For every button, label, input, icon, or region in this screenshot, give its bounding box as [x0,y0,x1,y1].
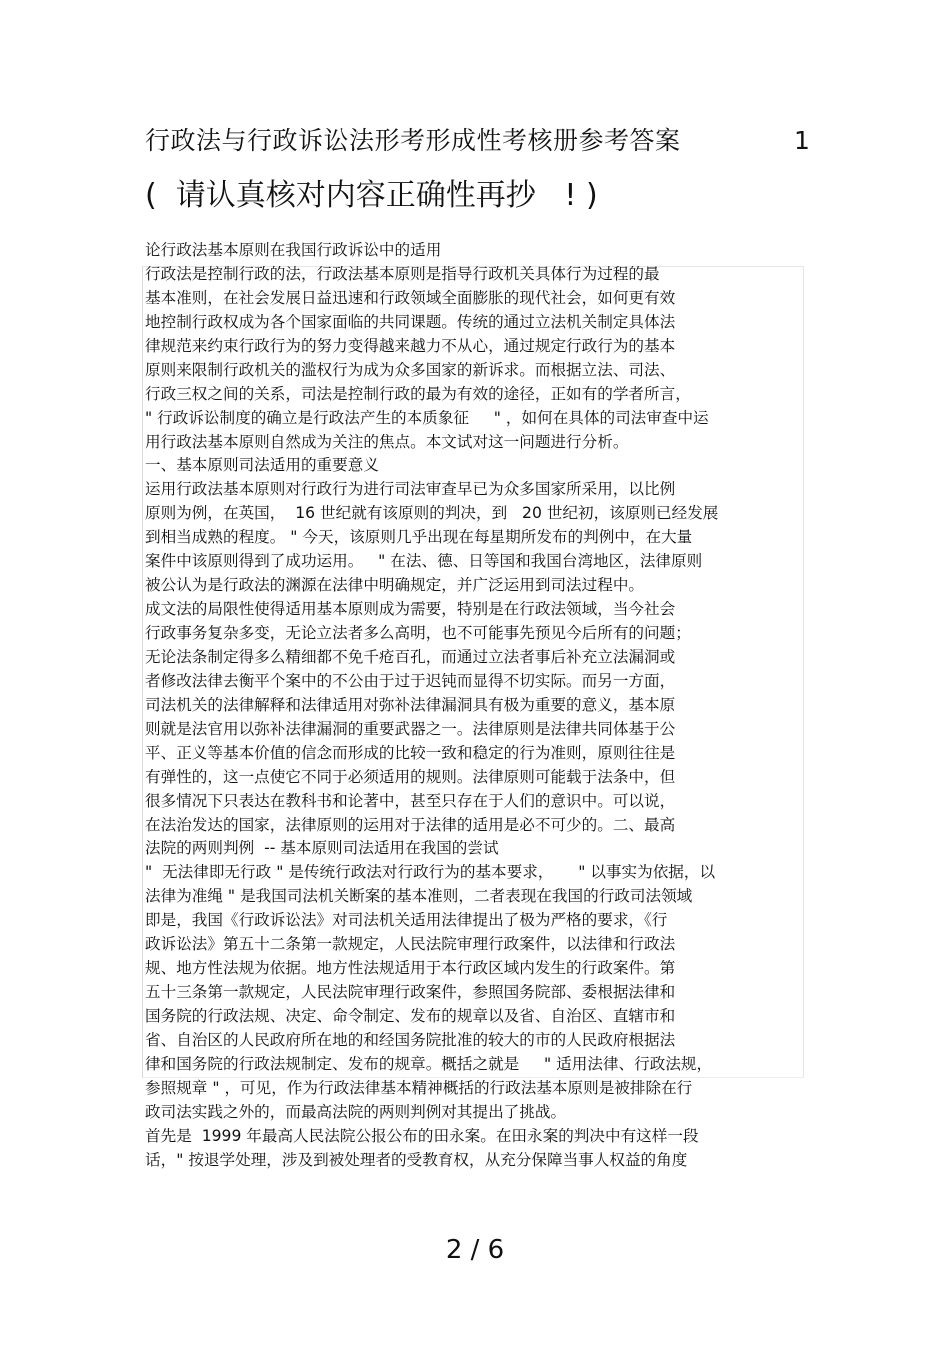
text-line: 省、自治区的人民政府所在地的和经国务院批准的较大的市的人民政府根据法 [145,1030,676,1049]
text-line: 政司法实践之外的，而最高法院的两则判例对其提出了挑战。 [145,1102,567,1121]
text-line: 国务院的行政法规、决定、命令制定、发布的规章以及省、自治区、直辖市和 [145,1007,676,1025]
text-line: 案件中该原则得到了成功运用。 " 在法、德、日等国和我国台湾地区，法律原则 [145,552,703,571]
body-text [145,239,805,1173]
text-line: 律规范来约束行政行为的努力变得越来越力不从心，通过规定行政行为的基本 [145,336,676,355]
text-line: 首先是 1999 年最高人民法院公报公布的田永案。在田永案的判决中有这样一段 [145,1126,699,1145]
text-line: 地控制行政权成为各个国家面临的共同课题。传统的通过立法机关制定具体法 [145,312,676,331]
title-number: 1 [794,126,810,155]
text-line: 平、正义等基本价值的信念而形成的比较一致和稳定的行为准则，原则往往是 [145,743,676,762]
text-line: 律和国务院的行政法规制定、发布的规章。概括之就是 " 适用法律、行政法规， [145,1054,713,1073]
text-line: 被公认为是行政法的渊源在法律中明确规定，并广泛运用到司法过程中。 [145,576,645,595]
text-line: 即是，我国《行政诉讼法》对司法机关适用法律提出了极为严格的要求，《行 [145,911,668,930]
text-line: 参照规章 " ，可见，作为行政法律基本精神概括的行政法基本原则是被排除在行 [145,1078,693,1097]
text-line: 很多情况下只表达在教科书和论著中，甚至只存在于人们的意识中。可以说， [145,791,676,810]
text-line: 话，" 按退学处理，涉及到被处理者的受教育权，从充分保障当事人权益的角度 [145,1150,688,1169]
text-line: 原则来限制行政机关的滥权行为成为众多国家的新诉求。而根据立法、司法、 [145,360,676,379]
text-line: 论行政法基本原则在我国行政诉讼中的适用 [145,241,442,259]
text-line: 规、地方性法规为依据。地方性法规适用于本行政区域内发生的行政案件。第 [145,959,676,978]
text-line: " 无法律即无行政 " 是传统行政法对行政行为的基本要求， " 以事实为依据，以 [145,863,716,882]
text-line: 一、基本原则司法适用的重要意义 [145,456,379,475]
text-line: 在法治发达的国家，法律原则的运用对于法律的适用是必不可少的。二、最高 [145,815,676,834]
text-line: 用行政法基本原则自然成为关注的焦点。本文试对这一问题进行分析。 [145,432,629,451]
document-title: 行政法与行政诉讼法形考形成性考核册参考答案 [145,126,681,155]
text-line: " 行政诉讼制度的确立是行政法产生的本质象征 " ，如何在具体的司法审查中运 [145,408,709,427]
text-line: 政诉讼法》第五十二条第一款规定，人民法院审理行政案件，以法律和行政法 [145,935,676,954]
text-line: 到相当成熟的程度。 " 今天，该原则几乎出现在每星期所发布的判例中，在大量 [145,528,693,547]
text-line: 成文法的局限性使得适用基本原则成为需要，特别是在行政法领域，当今社会 [145,600,676,619]
text-line: 有弹性的，这一点使它不同于必须适用的规则。法律原则可能载于法条中，但 [145,767,676,786]
text-line: 五十三条第一款规定，人民法院审理行政案件，参照国务院部、委根据法律和 [145,983,676,1002]
text-line: 行政法是控制行政的法，行政法基本原则是指导行政机关具体行为过程的最 [145,264,660,283]
text-line: 基本准则，在社会发展日益迅速和行政领域全面膨胀的现代社会，如何更有效 [145,288,676,307]
text-line: 行政三权之间的关系，司法是控制行政的最为有效的途径，正如有的学者所言， [145,384,691,403]
page-number: 2 / 6 [445,1235,505,1265]
text-line: 者修改法律去衡平个案中的不公由于过于迟钝而显得不切实际。而另一方面， [145,671,676,690]
text-line: 无论法条制定得多么精细都不免千疮百孔，而通过立法者事后补充立法漏洞或 [145,647,676,666]
text-line: 行政事务复杂多变，无论立法者多么高明，也不可能事先预见今后所有的问题； [145,624,691,642]
text-line: 则就是法官用以弥补法律漏洞的重要武器之一。法律原则是法律共同体基于公 [145,719,676,738]
text-line: 法院的两则判例 -- 基本原则司法适用在我国的尝试 [145,839,499,858]
document-subtitle: ( 请认真核对内容正确性再抄 ! ) [145,178,598,213]
text-line: 法律为准绳 " 是我国司法机关断案的基本准则，二者表现在我国的行政司法领域 [145,887,693,906]
text-line: 司法机关的法律解释和法律适用对弥补法律漏洞具有极为重要的意义，基本原 [145,695,676,714]
text-line: 原则为例，在英国， 16 世纪就有该原则的判决，到 20 世纪初，该原则已经发展 [145,504,719,523]
text-line: 运用行政法基本原则对行政行为进行司法审查早已为众多国家所采用，以比例 [145,480,676,499]
